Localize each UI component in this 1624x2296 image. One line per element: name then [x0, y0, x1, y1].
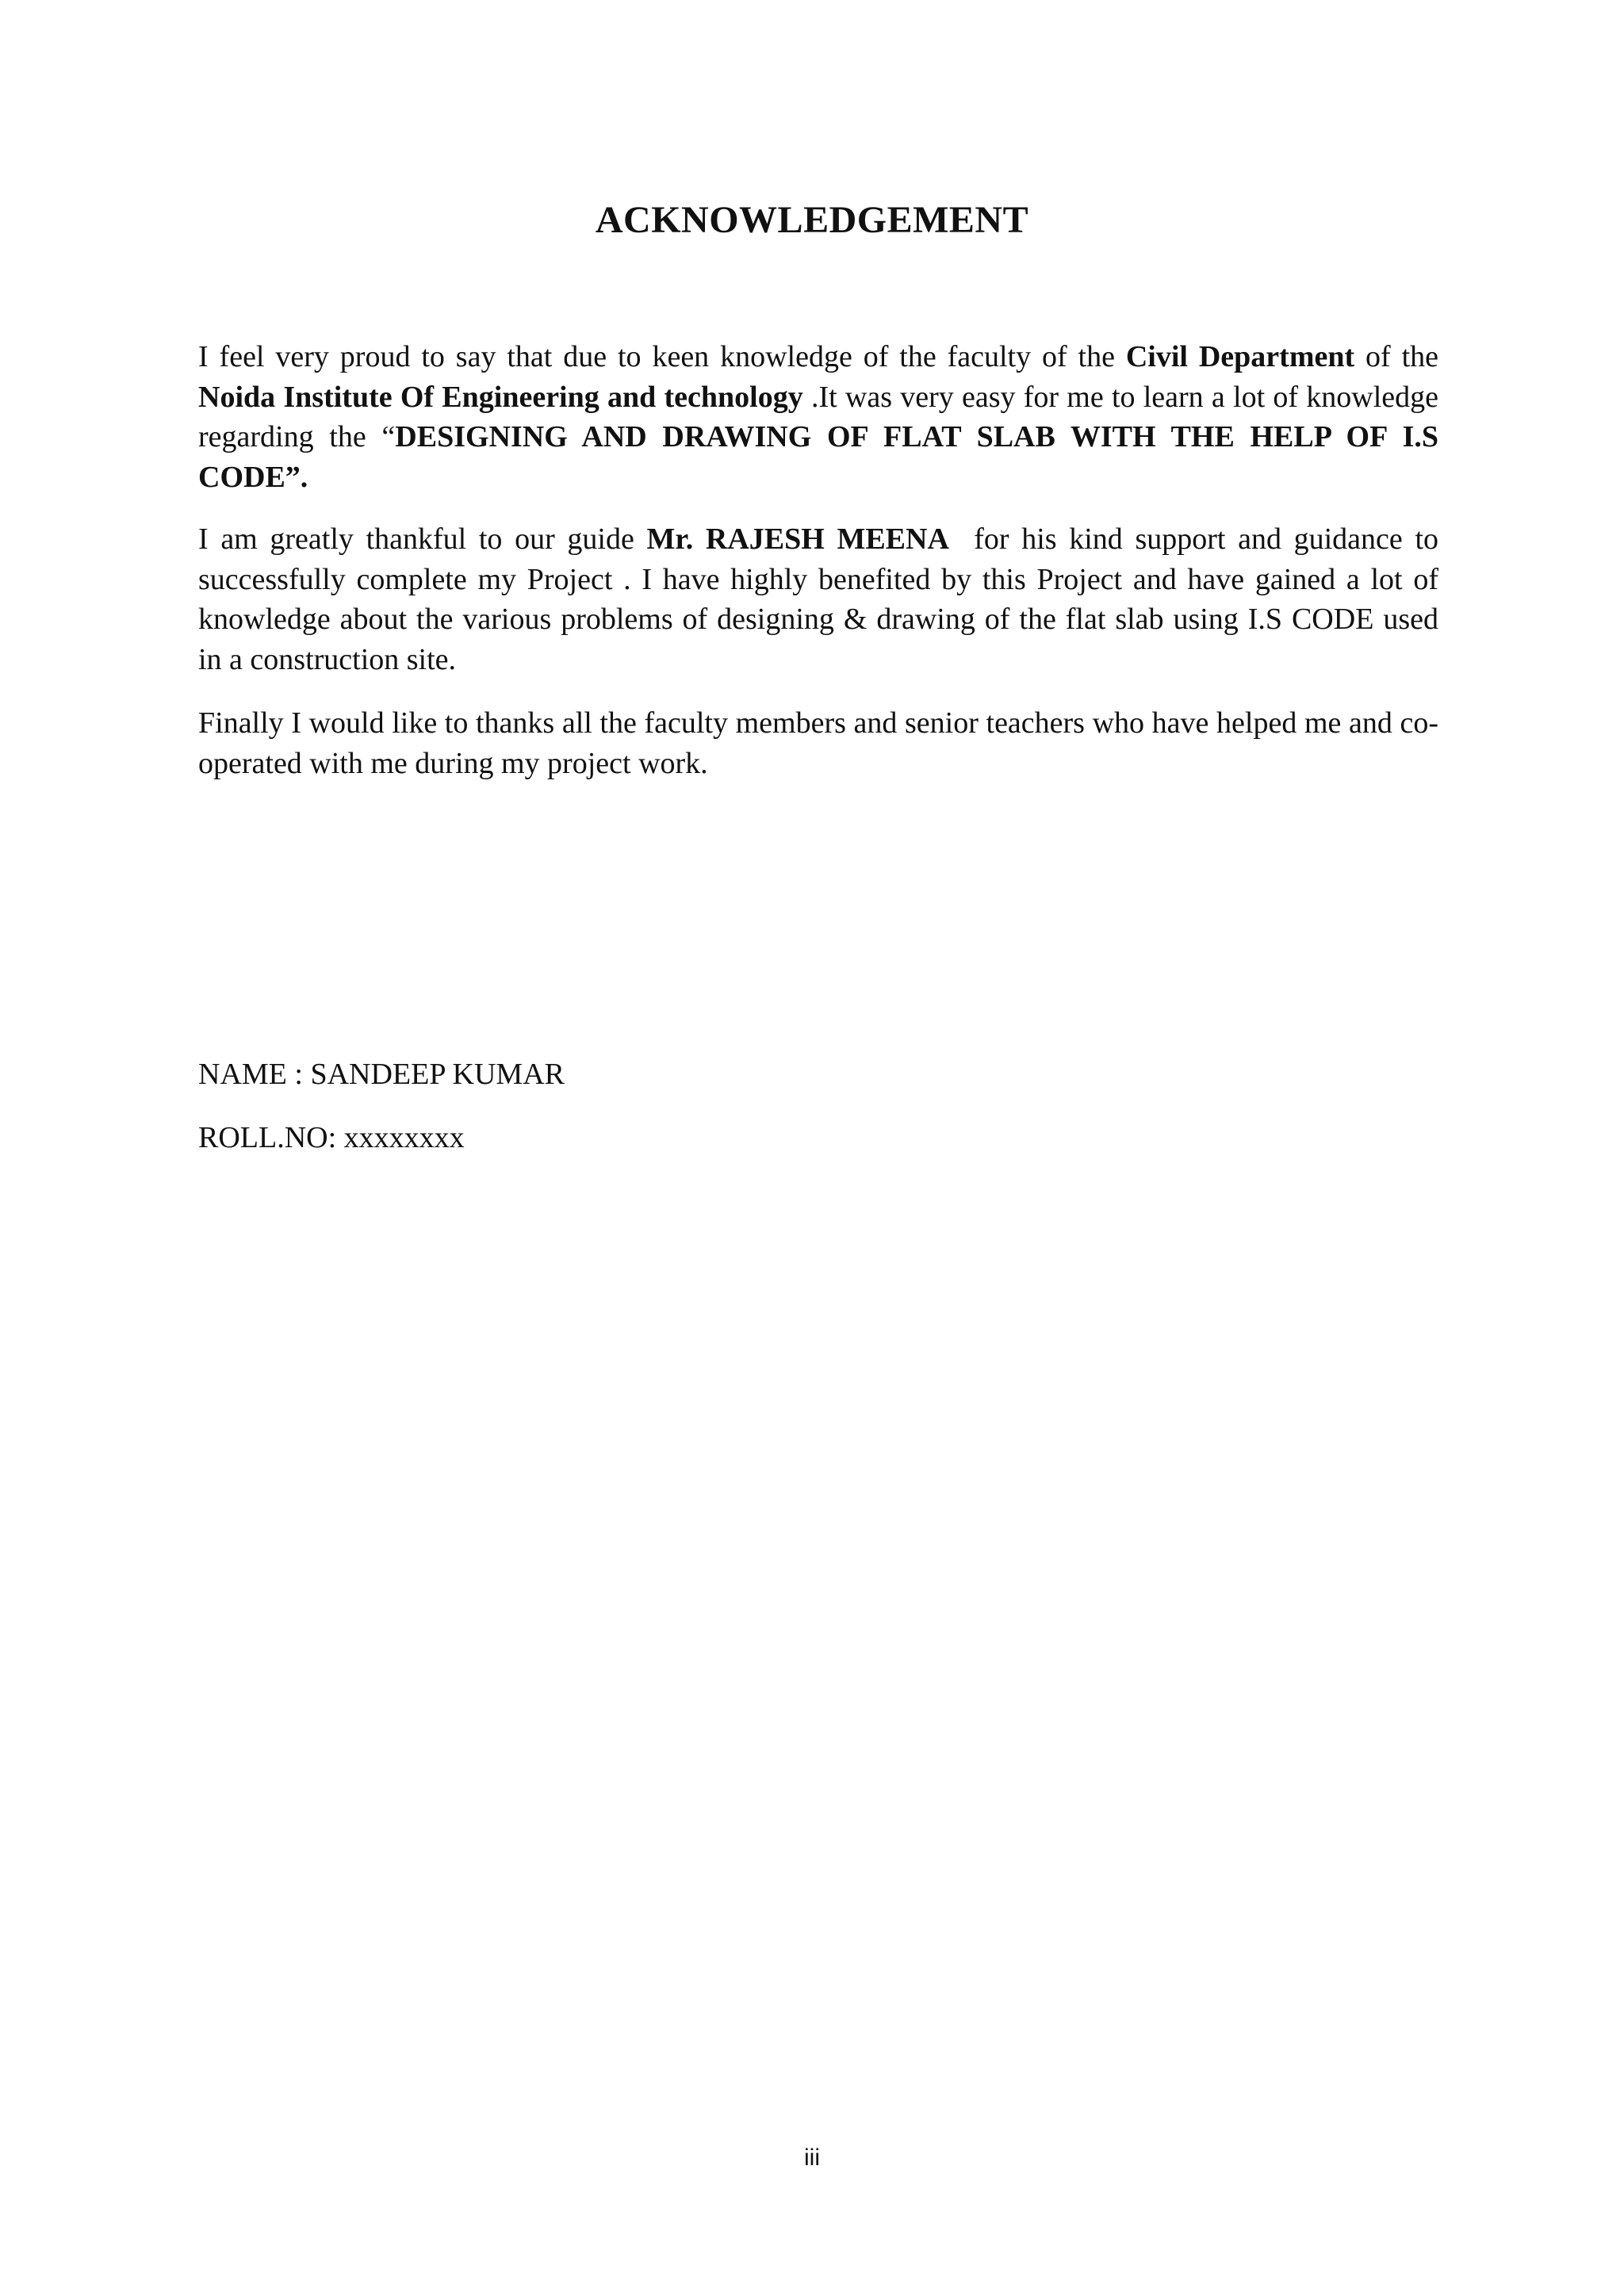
paragraph-1-segment: I feel very proud to say that due to keen knowledge of the faculty of the	[198, 340, 1126, 373]
paragraph-1-segment: .It was very easy for me to learn a lot of knowledge regarding the “	[198, 380, 1438, 453]
roll-number: ROLL.NO: xxxxxxxx	[198, 1121, 465, 1154]
paragraph-2-segment: for his kind support and guidance to successfully complete my Project . I have highly benefited by this Project and have gained a lot of knowledge about the various problems of designing & drawing of the flat slab using I.S CODE used in a construction site.	[198, 522, 1446, 676]
paragraph-1	[198, 337, 1438, 497]
project-title-text: DESIGNING AND DRAWING OF FLAT SLAB WITH THE HELP OF I.S CODE”.	[198, 420, 1439, 494]
paragraph-2-segment: I am greatly thankful to our guide	[198, 522, 647, 556]
paragraph-3	[198, 703, 1438, 783]
student-name: NAME : SANDEEP KUMAR	[198, 1058, 565, 1091]
paragraph-1-segment: of the	[1354, 340, 1439, 373]
institute-name-text: Noida Institute Of Engineering and technology	[198, 380, 803, 414]
paragraph-2	[198, 519, 1446, 679]
page-number: iii	[804, 2145, 820, 2171]
guide-name-text: Mr. RAJESH MEENA	[646, 522, 949, 556]
paragraph-3-segment: Finally I would like to thanks all the faculty members and senior teachers who have helped me and co-operated with me during my project work.	[198, 706, 1438, 780]
civil-department-text: Civil Department	[1125, 340, 1355, 373]
page-title: ACKNOWLEDGEMENT	[595, 199, 1029, 241]
